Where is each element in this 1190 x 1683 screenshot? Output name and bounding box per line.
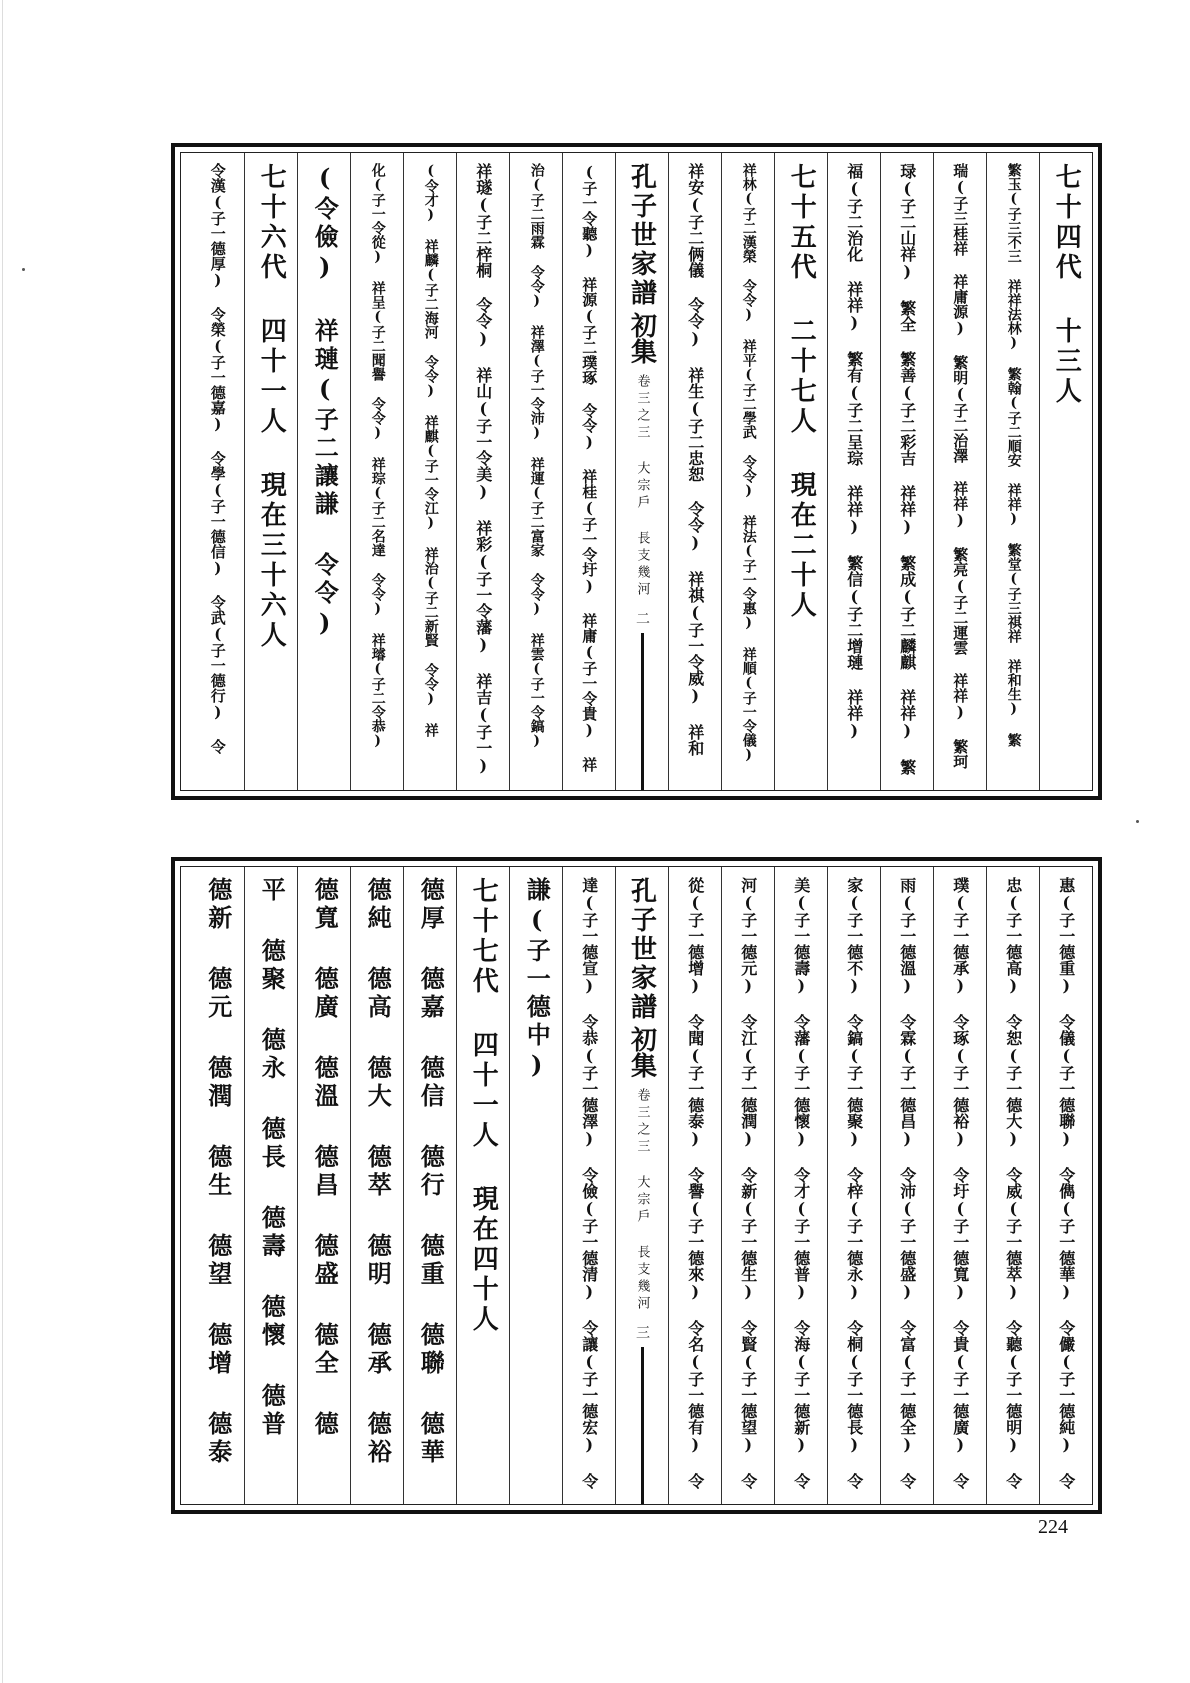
bottom-column-3: [880, 867, 933, 1504]
genealogy-entry-text: 從(子一德增) 令聞(子一德泰) 令譽(子一德來) 令名(子一德有) 令: [685, 877, 705, 1489]
genealogy-entry-text: 璞(子一德承) 令琢(子一德裕) 令圩(子一德寬) 令貴(子一德廣) 令: [950, 877, 970, 1489]
bottom-column-6: [721, 867, 774, 1504]
top-column-7: [668, 153, 721, 790]
genealogy-entry-text: 祥璲(子二梓桐 令令) 祥山(子一令美) 祥彩(子一令藩) 祥吉(子一): [473, 163, 493, 775]
generation-heading: 七十四代 十三人: [1051, 163, 1082, 407]
generation-heading: 七十七代 四十一人 現在四十人: [468, 877, 499, 1335]
top-page-columns: [180, 152, 1093, 791]
genealogy-entry-text: 繁玉(子三不三 祥祥法林) 繁翰(子二順安 祥祥) 繁堂(子三祺祥 祥和生) 繁: [1005, 163, 1022, 747]
bottom-column-16: [191, 867, 244, 1504]
genealogy-entry-text: 河(子一德元) 令江(子一德潤) 令新(子一德生) 令賢(子一德望) 令: [738, 877, 758, 1489]
spine-rule: [641, 1347, 644, 1504]
bottom-column-15: [244, 867, 297, 1504]
top-column-0: [1039, 153, 1092, 790]
genealogy-entry-text: 治(子二雨霖 令令) 祥澤(子一令沛) 祥運(子二富家 令令) 祥雲(子一令鎬): [528, 163, 545, 749]
genealogy-entry-text: 德厚 德嘉 德信 德行 德重 德聯 德華: [416, 877, 446, 1467]
top-column-13: [350, 153, 403, 790]
generation-heading: 七十六代 四十一人 現在三十六人: [256, 163, 287, 651]
genealogy-entry-text: 平 德聚 德永 德長 德壽 德懷 德普: [257, 877, 287, 1439]
top-column-14: [297, 153, 350, 790]
top-spine-column: [615, 153, 668, 790]
spine-edition: 初集: [626, 312, 657, 364]
spine-rule: [641, 633, 644, 790]
genealogy-entry-text: 德純 德高 德大 德萃 德明 德承 德裕: [363, 877, 393, 1467]
genealogy-entry-text: 謙(子一德中): [522, 877, 552, 1083]
genealogy-entry-text: (令才) 祥麟(子二海河 令令) 祥麒(子一令江) 祥治(子二新賢 令令) 祥: [422, 163, 439, 737]
scan-speck: [22, 268, 25, 271]
genealogy-entry-text: 瑞(子三桂祥 祥庸源) 繁明(子二治澤 祥祥) 繁亮(子二運雲 祥祥) 繁珂: [951, 163, 970, 769]
genealogy-entry-text: 化(子一令從) 祥呈(子二聞譽 令令) 祥琮(子二名達 令令) 祥璿(子二令恭): [369, 163, 386, 749]
bottom-column-2: [933, 867, 986, 1504]
bottom-column-1: [986, 867, 1039, 1504]
bottom-column-14: [297, 867, 350, 1504]
top-column-4: [827, 153, 880, 790]
bottom-column-9: [562, 867, 615, 1504]
genealogy-entry-text: (令儉) 祥璉(子二讓謙 令令): [310, 163, 340, 641]
genealogy-entry-text: 琭(子二山祥) 繁全 繁善(子二彩吉 祥祥) 繁成(子二麟麒 祥祥) 繁: [897, 163, 917, 775]
bottom-column-7: [668, 867, 721, 1504]
genealogy-entry-text: 德新 德元 德潤 德生 德望 德增 德泰: [203, 877, 233, 1467]
page-number: 224: [1038, 1516, 1068, 1538]
genealogy-entry-text: 家(子一德不) 令鎬(子一德聚) 令梓(子一德永) 令桐(子一德長) 令: [844, 877, 864, 1489]
bottom-column-11: [456, 867, 509, 1504]
spine-volume: 卷三之三 大宗戶 長支幾河: [634, 1088, 650, 1313]
genealogy-entry-text: 令漢(子一德厚) 令榮(子一德嘉) 令學(子一德信) 令武(子一德行) 令: [208, 163, 227, 754]
top-column-16: [191, 153, 244, 790]
spine-volume: 卷三之三 大宗戶 長支幾河: [634, 374, 650, 599]
top-column-2: [933, 153, 986, 790]
top-column-1: [986, 153, 1039, 790]
spine-title-block: [616, 163, 668, 790]
top-column-5: [774, 153, 827, 790]
genealogy-entry-text: 祥林(子二漢榮 令令) 祥平(子二學武 令令) 祥法(子一令惠) 祥順(子一令儀): [740, 163, 757, 763]
bottom-column-13: [350, 867, 403, 1504]
spine-edition: 初集: [626, 1026, 657, 1078]
genealogy-entry-text: 祥安(子二俩儀 令令) 祥生(子二忠恕 令令) 祥祺(子一令威) 祥和: [685, 163, 705, 756]
top-column-9: [562, 153, 615, 790]
scan-speck: [1136, 820, 1139, 823]
bottom-column-5: [774, 867, 827, 1504]
genealogy-entry-text: (子一令聽) 祥源(子二璞琢 令令) 祥桂(子一令圩) 祥庸(子一令貴) 祥: [580, 163, 599, 772]
genealogy-entry-text: 雨(子一德溫) 令霖(子一德昌) 令沛(子一德盛) 令富(子一德全) 令: [897, 877, 917, 1489]
bottom-column-10: [509, 867, 562, 1504]
top-column-10: [509, 153, 562, 790]
genealogy-entry-text: 惠(子一德重) 令儀(子一德聯) 令儁(子一德華) 令儼(子一德純) 令: [1056, 877, 1076, 1489]
genealogy-entry-text: 達(子一德宣) 令恭(子一德澤) 令儉(子一德清) 令讓(子一德宏) 令: [579, 877, 599, 1489]
top-column-12: [403, 153, 456, 790]
genealogy-entry-text: 忠(子一德高) 令恕(子一德大) 令威(子一德萃) 令聽(子一德明) 令: [1003, 877, 1023, 1489]
bottom-spine-column: [615, 867, 668, 1504]
genealogy-entry-text: 德寬 德廣 德溫 德昌 德盛 德全 德: [310, 877, 340, 1439]
bottom-column-4: [827, 867, 880, 1504]
spine-title: 孔子世家譜: [626, 163, 657, 308]
genealogy-entry-text: 美(子一德壽) 令藩(子一德懷) 令才(子一德普) 令海(子一德新) 令: [791, 877, 811, 1489]
top-column-11: [456, 153, 509, 790]
generation-heading: 七十五代 二十七人 現在二十人: [786, 163, 817, 621]
spine-title-block: [616, 877, 668, 1504]
spine-title: 孔子世家譜: [626, 877, 657, 1022]
bottom-column-12: [403, 867, 456, 1504]
scan-edge-line: [2, 0, 3, 1683]
top-page-frame: [171, 143, 1102, 800]
bottom-page-columns: [180, 866, 1093, 1505]
top-column-3: [880, 153, 933, 790]
top-column-6: [721, 153, 774, 790]
bottom-column-0: [1039, 867, 1092, 1504]
top-column-15: [244, 153, 297, 790]
spine-page-marker: 三: [634, 1325, 650, 1339]
bottom-page-frame: [171, 857, 1102, 1514]
spine-page-marker: 二: [634, 611, 650, 625]
genealogy-entry-text: 福(子二治化 祥祥) 繁有(子二呈琮 祥祥) 繁信(子二增璉 祥祥): [844, 163, 864, 740]
